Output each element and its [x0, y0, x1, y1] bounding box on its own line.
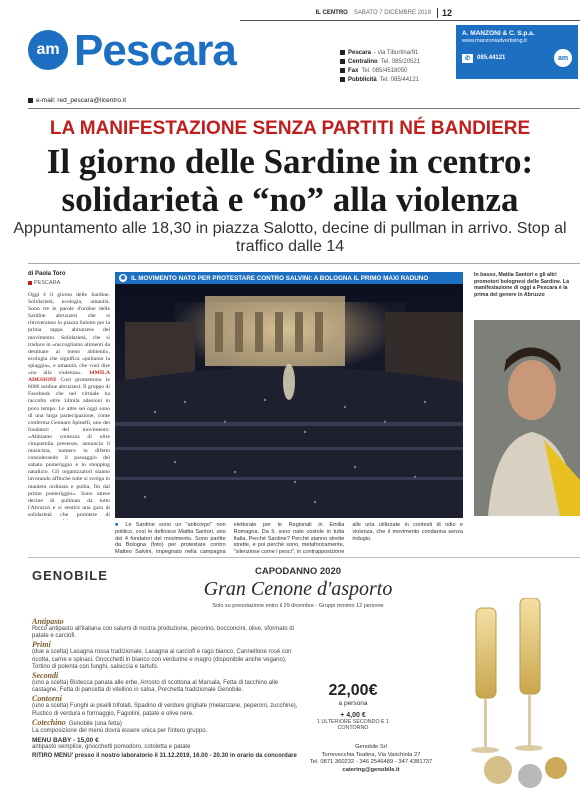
champagne-glasses-icon [458, 598, 576, 794]
price-box [316, 682, 390, 731]
column-text: Oggi è il giorno delle Sardine. Solidarietà, ecologia, umanità. Sono tre le parole d'ordine delle Sardine abruzzesi che si ritroveranno in piazza Salotto per la prima tappa abruzzese del movimento. Solidarietà, che si traduce in «raccogliamo alimenti da destinare ai meno abbienti», ecologia che significa «puliamo la spiaggia», e umanità, che vuol dire «no alla violenza». [28, 292, 110, 377]
column-subheading: 14MILA ADESIONI [28, 370, 110, 384]
crowd-photo-illustration [115, 272, 463, 518]
eye-icon: ◉ [120, 275, 126, 281]
price-extra: + 4,00 € [340, 712, 366, 719]
phone-icon: ✆ [462, 54, 473, 63]
advert-url: www.manzoniadvertising.it [462, 38, 527, 44]
caption-text: Le Sardine sono un "anticorpo" non politico, così le definisce Mattia Santori, uno dei 4 fondatori del movimento. Sono partite da Bologna (foto) per protestare contro Matteo Salvini, impegnato nella campagna elettorale per le Regionali in Emilia Romagna. Da lì, sono nate costole in tutta Italia. Perché Sardine? Perché stanno strette strette, e poi perché sono, metaforicamente, "silenziose come i pesci", in contrapposizione alle urla utilizzate in contesti di odio e violenza, che il movimento condanna senza indugio. [115, 522, 463, 556]
contact-item: Pescara - via Tiburtina/91 [340, 48, 450, 57]
newspaper-logo: am [28, 30, 68, 70]
ad-note: Solo su prenotazione entro il 29 dicembre - Gruppi minimo 12 persone [212, 603, 384, 609]
page-number: 12 [437, 8, 452, 18]
bullet-icon [28, 281, 32, 285]
price-unit: a persona [338, 700, 368, 707]
menu-note: La composizione del menù dovrà essere unica per l'intero gruppo. [32, 728, 208, 735]
ad-email: catering@genobile.it [342, 766, 400, 773]
ad-company: Genobile Srl [355, 744, 387, 750]
issue-date: SABATO 7 DICEMBRE 2019 [353, 10, 431, 16]
page-masthead [240, 8, 452, 18]
baby-menu-text: antipasto semplice, gnocchetti pomodoro, cotoletta e patate [32, 744, 191, 751]
advert-logo: am [554, 49, 572, 67]
bullet-icon [28, 98, 33, 103]
caption-marker-icon: ■ [115, 522, 122, 528]
price-extra-text: 1 ULTERIORE SECONDO E 1 CONTORNO [316, 719, 389, 731]
contact-list [340, 48, 450, 84]
course-text: Ricco antipasto all'italiana con salumi di nostra produzione, pecorino, bocconcini, olive, sformato di patate e carciofi. [32, 626, 294, 640]
course-name: Contorni [32, 694, 62, 704]
article-column-1 [28, 292, 110, 520]
article-kicker: LA MANIFESTAZIONE SENZA PARTITI NÉ BANDIERE [49, 118, 531, 139]
contact-item: Centralino Tel. 085/20521 [340, 57, 450, 66]
column-text: Sono attese decine di pullman da tutto l'Abruzzo e si sentirà una gara di solidarietà che promette di [28, 490, 110, 518]
dateline-text: PESCARA [34, 280, 61, 286]
advert-company: A. MANZONI & C. S.p.a. [462, 30, 535, 37]
ad-phones: Tel. 0871 360232 - 346 2546489 - 347 4381737 [309, 759, 433, 766]
ad-brand-logo: GENOBILE [32, 568, 108, 583]
email-address: e-mail: red_pescara@ilcentro.it [36, 97, 127, 104]
section-title: Pescara [74, 26, 236, 75]
course-text: (uno a scelta) Funghi ai piselli trifolati, Spadino di verdure grigliate (melanzane, peperoni, zucchine), Rustico di verdura e formaggio, Fagiolini, patate e olive nere. [32, 703, 298, 717]
contact-item: Pubblicità Tel. 085/44121 [340, 75, 450, 84]
course-text: (uno a scelta) Bistecca panata alle erbe, Arrosto di scottona al Marsala, Fetta di tacchino alle castagne, Fetta di pancetta di vitellino in salsa, Porchetta tradizionale Genobile. [32, 680, 279, 694]
article-headline [0, 143, 580, 219]
article-subhead: Appuntamento alle 18,30 in piazza Salotto, decine di pullman in arrivo. Stop al traffico dalle 14 [13, 220, 567, 255]
ad-address: Torrevecchia Teatina, Via Vaschiola 27 [321, 751, 421, 758]
ad-title-small: CAPODANNO 2020 [254, 566, 342, 577]
portrait-photo [474, 320, 580, 516]
dateline [28, 280, 60, 286]
email-line [28, 97, 126, 104]
course-name: Cotechino [32, 717, 66, 727]
photo-caption [115, 522, 463, 558]
portrait-caption: In basso, Mattia Santori e gli altri promotori bolognesi delle Sardine. La manifestazione di oggi a Pescara è la prima del genere in Abruzzo [474, 272, 570, 298]
spacer [115, 560, 116, 561]
header-advert [456, 25, 578, 79]
course-text: (due a scelta) Lasagna rossa tradizionale, Lasagna ai carciofi e ragù bianco, Cannellone rosé con ricotta, carne e spinaci, Gnocchetti in bianco con verdurine e magro (disponibile anche vegano), Tortino di polenta con funghi, salsiccia e tartufo. [32, 649, 292, 670]
advert-phone: 085.44121 [477, 55, 506, 61]
ad-menu [32, 617, 300, 759]
baby-menu-title: MENU BABY - 15,00 € [32, 737, 99, 745]
pickup-info: RITIRO MENU' presso il nostro laboratorio il 31.12.2019, 16.00 - 20.30 in orario da concordare [32, 753, 297, 760]
person-photo-illustration [474, 320, 580, 516]
course-name: Primi [32, 640, 51, 650]
photo-banner [115, 272, 463, 284]
photo-banner-text: IL MOVIMENTO NATO PER PROTESTARE CONTRO SALVINI: A BOLOGNA IL PRIMO MAXI RADUNO [131, 274, 429, 282]
ad-title: Gran Cenone d'asporto [203, 578, 393, 600]
headline-line: Il giorno delle Sardine in centro: [46, 142, 534, 181]
ad-contacts [296, 744, 446, 774]
byline: di Paola Toro [28, 271, 66, 277]
course-text: Genobile (una fetta) [68, 720, 122, 727]
champagne-illustration [458, 598, 576, 794]
contact-item: Fax Tel. 085/4518050 [340, 66, 450, 75]
price-value: 22,00€ [328, 682, 378, 699]
course-name: Antipasto [32, 617, 64, 626]
headline-line: solidarietà e “no” alla violenza [61, 180, 519, 219]
paper-name: IL CENTRO [315, 10, 348, 16]
main-photo [115, 272, 463, 518]
course-name: Secondi [32, 671, 59, 681]
column-text: Così promettono le 6000 sardine abruzzesi. Il gruppo di Facebook che nel virtuale ha raccolto oltre 14mila adesioni in poco tempo. Le altre sei oggi sono di una larga partecipazione, come conferma Gennaro Spinelli, uno dei fondatori del movimento: «Abbiamo contezza di oltre cinquemila presenze, annuncia il musicista, numero in difetto considerando il passaggio del sabato pomeriggio e lo shopping natalizio. Gli organizzatori stanno lavorando affinché tutte si svolga in maniera ordinata e pulita, fin dal primo pomeriggio». [28, 377, 110, 497]
